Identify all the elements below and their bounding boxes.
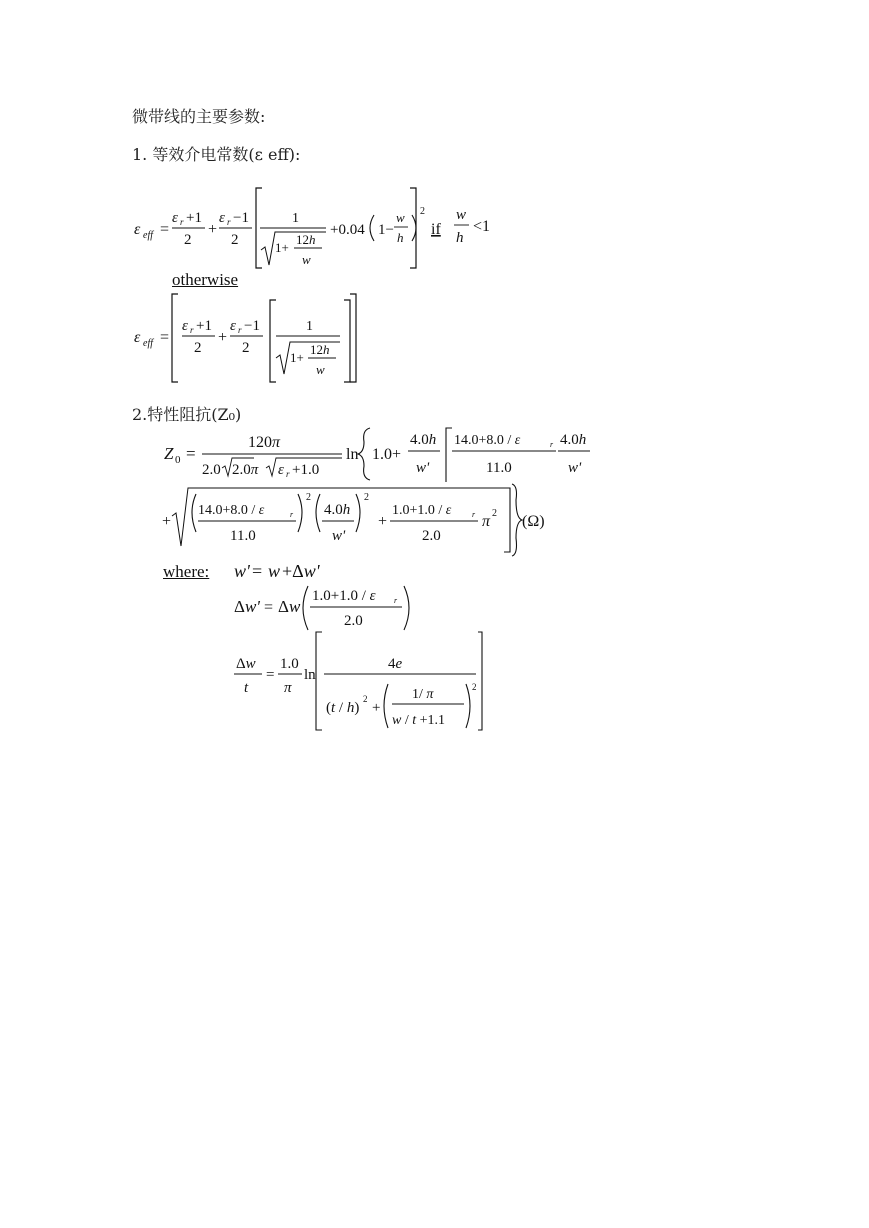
svg-text:r: r (394, 596, 398, 605)
svg-text:ε: ε (230, 318, 236, 334)
equation-eps-eff-narrow (130, 180, 510, 270)
svg-text:h: h (456, 230, 464, 246)
equation-eps-eff-wide (130, 290, 370, 386)
svg-text:=: = (252, 561, 263, 581)
svg-text:w: w (316, 362, 325, 377)
svg-text:r: r (286, 469, 290, 479)
svg-text:1/ π: 1/ π (412, 687, 434, 702)
where-label: where: (163, 562, 210, 581)
svg-text:2: 2 (306, 492, 311, 503)
svg-text:−1: −1 (233, 210, 249, 226)
svg-text:2: 2 (364, 492, 369, 503)
svg-text:Δw: Δw (278, 597, 301, 616)
svg-text:14.0+8.0 / ε: 14.0+8.0 / ε (454, 433, 521, 448)
svg-text:=: = (266, 667, 275, 683)
svg-text:t: t (244, 680, 249, 696)
svg-text:1.0: 1.0 (280, 656, 299, 672)
svg-text:w: w (268, 561, 281, 581)
svg-text:r: r (180, 217, 184, 227)
svg-text:w': w' (234, 561, 250, 581)
svg-text:2: 2 (363, 694, 368, 704)
svg-text:eff: eff (143, 230, 153, 241)
svg-text:ln: ln (304, 667, 316, 683)
svg-text:+: + (162, 513, 172, 530)
svg-text:1.0+1.0 / ε: 1.0+1.0 / ε (312, 588, 376, 604)
svg-text:2: 2 (194, 340, 202, 356)
svg-text:2.0: 2.0 (422, 528, 441, 544)
svg-text:r: r (238, 325, 242, 335)
svg-text:ε: ε (172, 210, 178, 226)
svg-text:w: w (396, 210, 405, 225)
svg-text:11.0: 11.0 (486, 460, 512, 476)
equation-z0 (158, 422, 598, 562)
if-word: if (431, 221, 441, 238)
otherwise-label: otherwise (172, 270, 239, 289)
section-2-title: 2.特性阻抗(Z₀) (132, 405, 242, 424)
svg-text:w: w (302, 252, 311, 267)
svg-text:−1: −1 (244, 318, 260, 334)
svg-text:r: r (472, 510, 476, 519)
ohm-unit: (Ω) (522, 513, 545, 530)
svg-text:1: 1 (306, 319, 313, 334)
svg-text:ε: ε (182, 318, 188, 334)
svg-text:(t / h): (t / h) (326, 700, 360, 716)
svg-text:π: π (482, 513, 491, 530)
equation-delta-w-over-t (232, 628, 492, 734)
svg-text:2.0: 2.0 (202, 462, 221, 478)
svg-text:r: r (290, 510, 294, 519)
svg-text:2: 2 (420, 206, 425, 217)
svg-text:=: = (264, 599, 274, 616)
svg-text:h: h (397, 230, 404, 245)
svg-text:ε: ε (134, 221, 141, 238)
svg-text:r: r (190, 325, 194, 335)
svg-text:2.0π: 2.0π (232, 462, 259, 478)
svg-text:12h: 12h (310, 342, 330, 357)
svg-text:=: = (160, 221, 170, 238)
svg-text:π: π (284, 680, 292, 696)
svg-text:120π: 120π (248, 434, 281, 451)
svg-text:+1: +1 (196, 318, 212, 334)
svg-text:+Δw': +Δw' (282, 561, 320, 581)
svg-text:eff: eff (143, 338, 153, 349)
svg-text:=: = (186, 444, 196, 463)
svg-text:2: 2 (231, 232, 239, 248)
heading-main-params: 微带线的主要参数: (132, 107, 266, 126)
svg-text:Δw': Δw' (234, 597, 260, 616)
svg-text:<1: <1 (473, 218, 491, 235)
svg-text:4e: 4e (388, 656, 403, 672)
svg-text:4.0h: 4.0h (324, 502, 351, 518)
svg-text:14.0+8.0 / ε: 14.0+8.0 / ε (198, 503, 265, 518)
svg-text:+1.0: +1.0 (292, 462, 320, 478)
svg-text:ln: ln (346, 446, 359, 463)
svg-text:w': w' (568, 460, 582, 476)
svg-text:ε: ε (278, 462, 284, 478)
svg-text:0: 0 (175, 454, 181, 466)
svg-text:r: r (227, 217, 231, 227)
svg-text:1.0+: 1.0+ (372, 446, 402, 463)
svg-text:1: 1 (292, 211, 299, 226)
svg-text:2.0: 2.0 (344, 613, 363, 629)
svg-text:Z: Z (164, 444, 174, 463)
svg-text:2: 2 (472, 682, 477, 692)
svg-text:1+: 1+ (290, 350, 304, 365)
svg-text:+0.04: +0.04 (330, 222, 365, 238)
svg-text:w': w' (332, 528, 346, 544)
svg-text:2: 2 (492, 508, 497, 519)
svg-text:w': w' (416, 460, 430, 476)
svg-text:12h: 12h (296, 232, 316, 247)
svg-text:2: 2 (184, 232, 192, 248)
svg-text:r: r (550, 440, 554, 449)
svg-text:w: w (456, 207, 467, 223)
svg-text:+: + (372, 700, 381, 716)
svg-text:ε: ε (219, 210, 225, 226)
svg-text:4.0h: 4.0h (560, 432, 587, 448)
svg-text:w / t +1.1: w / t +1.1 (392, 713, 446, 728)
svg-text:=: = (160, 329, 170, 346)
svg-text:1.0+1.0 / ε: 1.0+1.0 / ε (392, 503, 452, 518)
svg-text:1+: 1+ (275, 240, 289, 255)
section-1-title: 1. 等效介电常数(ε eff): (132, 145, 301, 164)
svg-text:1−: 1− (378, 222, 394, 238)
svg-text:11.0: 11.0 (230, 528, 256, 544)
svg-text:+: + (378, 513, 388, 530)
svg-text:+: + (208, 221, 218, 238)
svg-text:4.0h: 4.0h (410, 432, 437, 448)
svg-text:+: + (218, 329, 228, 346)
svg-text:ε: ε (134, 329, 141, 346)
svg-text:2: 2 (242, 340, 250, 356)
svg-text:+1: +1 (186, 210, 202, 226)
svg-text:Δw: Δw (236, 656, 256, 672)
